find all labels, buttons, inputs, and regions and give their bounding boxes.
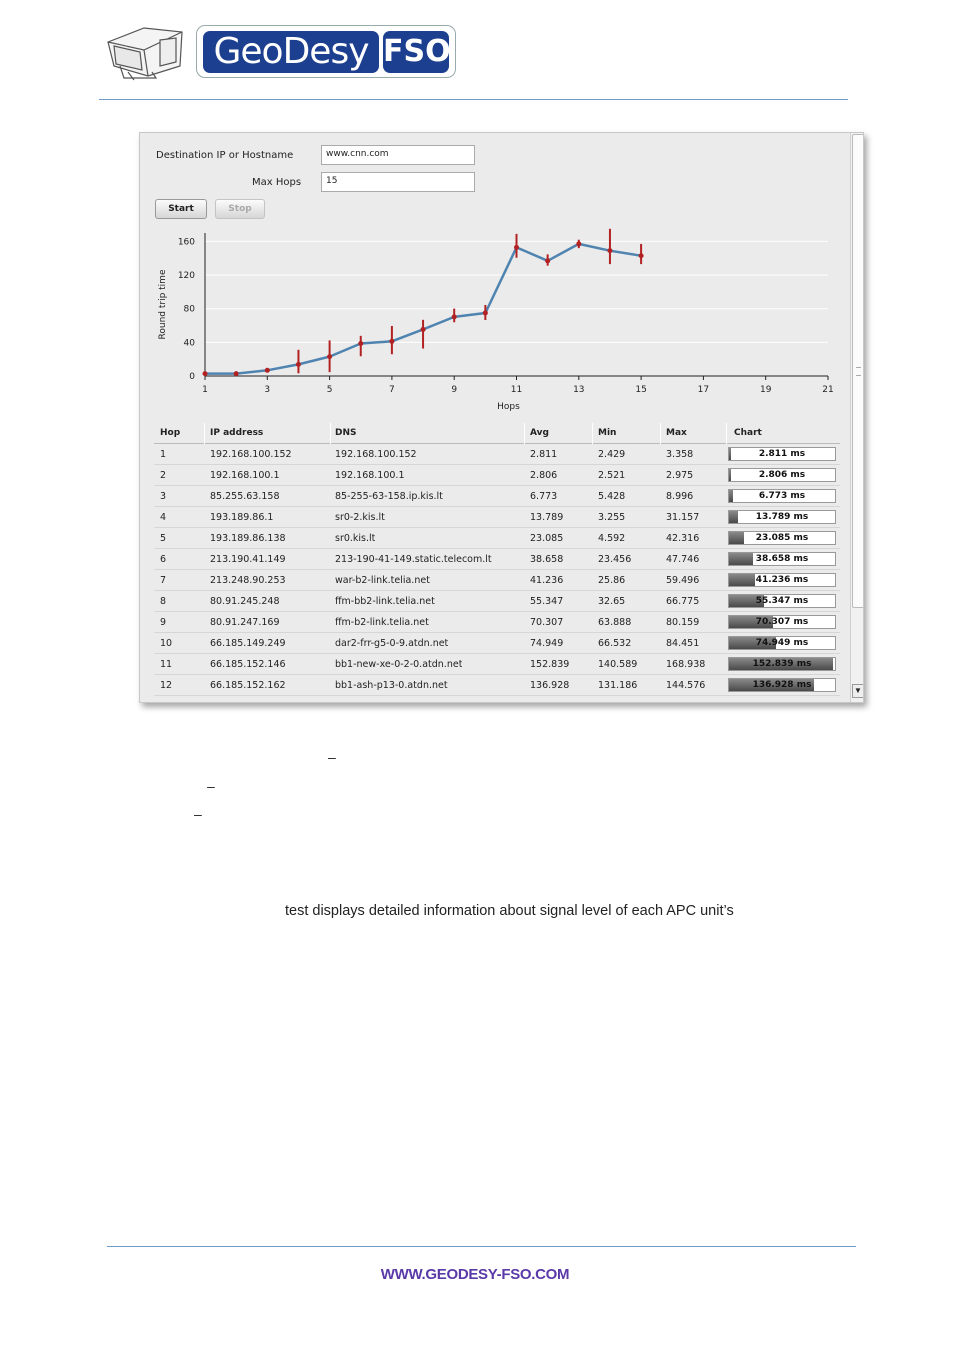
column-header[interactable]: Max <box>666 428 687 438</box>
cell-ip: 80.91.247.169 <box>210 617 280 628</box>
column-header[interactable]: Chart <box>734 428 762 438</box>
avg-point <box>389 339 394 344</box>
cell-max: 42.316 <box>666 533 700 544</box>
column-separator <box>726 423 727 444</box>
cell-min: 23.456 <box>598 554 632 565</box>
cell-min: 63.888 <box>598 617 632 628</box>
column-header[interactable]: Hop <box>160 428 181 438</box>
avg-point <box>514 245 519 250</box>
table-row[interactable] <box>154 675 840 696</box>
table-row[interactable] <box>154 612 840 633</box>
rtt-bar-label: 38.658 ms <box>755 554 809 564</box>
cell-min: 5.428 <box>598 491 626 502</box>
cell-hop: 7 <box>160 575 167 586</box>
cell-ip: 85.255.63.158 <box>210 491 280 502</box>
rtt-bar-label: 6.773 ms <box>758 491 806 501</box>
y-tick-label: 80 <box>183 304 195 315</box>
cell-min: 32.65 <box>598 596 626 607</box>
footer-rule <box>107 1246 856 1247</box>
avg-point <box>576 241 581 246</box>
avg-point <box>483 310 488 315</box>
cell-hop: 3 <box>160 491 167 502</box>
cell-min: 4.592 <box>598 533 626 544</box>
cell-max: 59.496 <box>666 575 700 586</box>
cell-ip: 213.190.41.149 <box>210 554 286 565</box>
cell-hop: 6 <box>160 554 167 565</box>
column-header[interactable]: Avg <box>530 428 549 438</box>
rtt-bar <box>728 594 836 608</box>
y-axis-label: Round trip time <box>158 269 168 340</box>
cell-avg: 152.839 <box>530 659 570 670</box>
cell-min: 25.86 <box>598 575 626 586</box>
cell-max: 2.975 <box>666 470 694 481</box>
cell-max: 80.159 <box>666 617 700 628</box>
cell-hop: 8 <box>160 596 167 607</box>
avg-point <box>452 314 457 319</box>
dash-2: – <box>207 778 215 794</box>
scrollbar-thumb[interactable] <box>852 134 864 608</box>
cell-hop: 12 <box>160 680 173 691</box>
x-tick-label: 9 <box>451 385 458 395</box>
avg-point <box>421 327 426 332</box>
cell-dns: 85-255-63-158.ip.kis.lt <box>335 491 443 502</box>
max-hops-label: Max Hops <box>252 177 302 188</box>
cell-ip: 66.185.152.162 <box>210 680 286 691</box>
grip-icon <box>856 367 861 376</box>
cell-min: 131.186 <box>598 680 638 691</box>
x-tick-label: 21 <box>822 385 834 395</box>
cell-avg: 13.789 <box>530 512 564 523</box>
traceroute-panel <box>139 132 864 703</box>
table-row[interactable] <box>154 654 840 675</box>
cell-hop: 10 <box>160 638 173 649</box>
cell-hop: 11 <box>160 659 173 670</box>
cell-dns: bb1-new-xe-0-2-0.atdn.net <box>335 659 463 670</box>
rtt-bar <box>728 573 836 587</box>
cell-dns: 192.168.100.1 <box>335 470 405 481</box>
table-row[interactable] <box>154 633 840 654</box>
cell-dns: 192.168.100.152 <box>335 449 417 460</box>
cell-min: 2.521 <box>598 470 626 481</box>
column-header[interactable]: IP address <box>210 428 264 438</box>
x-tick-label: 17 <box>697 385 710 395</box>
column-separator <box>592 423 593 444</box>
cell-avg: 136.928 <box>530 680 570 691</box>
cell-hop: 4 <box>160 512 167 523</box>
cell-hop: 2 <box>160 470 167 481</box>
website-link[interactable]: WWW.GEODESY-FSO.COM <box>380 1266 570 1283</box>
rtt-bar <box>728 552 836 566</box>
rtt-bar-label: 23.085 ms <box>755 533 809 543</box>
cell-avg: 38.658 <box>530 554 564 565</box>
y-tick-label: 120 <box>177 271 195 282</box>
cell-max: 31.157 <box>666 512 700 523</box>
start-button[interactable]: Start <box>155 199 207 219</box>
rtt-bar <box>728 447 836 461</box>
table-row[interactable] <box>154 486 840 507</box>
rtt-bar-label: 70.307 ms <box>755 617 809 627</box>
dash-3: – <box>194 806 202 822</box>
cell-dns: 213-190-41-149.static.telecom.lt <box>335 554 492 565</box>
table-row[interactable] <box>154 528 840 549</box>
cell-avg: 2.811 <box>530 449 558 460</box>
avg-point <box>296 362 301 367</box>
cell-min: 140.589 <box>598 659 638 670</box>
cell-avg: 41.236 <box>530 575 564 586</box>
column-separator <box>524 423 525 444</box>
cell-avg: 74.949 <box>530 638 564 649</box>
cell-dns: bb1-ash-p13-0.atdn.net <box>335 680 448 691</box>
rtt-bar-label: 13.789 ms <box>755 512 809 522</box>
rtt-bar <box>728 468 836 482</box>
x-tick-label: 3 <box>264 385 271 395</box>
logo-fso-text: FSO <box>383 31 449 73</box>
cell-dns: dar2-frr-g5-0-9.atdn.net <box>335 638 449 649</box>
cell-max: 144.576 <box>666 680 706 691</box>
avg-point <box>265 368 270 373</box>
rtt-bar <box>728 531 836 545</box>
destination-input[interactable]: www.cnn.com <box>321 145 475 165</box>
rtt-bar <box>728 636 836 650</box>
table-row[interactable] <box>154 549 840 570</box>
column-header[interactable]: Min <box>598 428 617 438</box>
cell-hop: 9 <box>160 617 167 628</box>
rtt-bar <box>728 510 836 524</box>
cell-hop: 5 <box>160 533 167 544</box>
cell-max: 47.746 <box>666 554 700 565</box>
cell-ip: 193.189.86.1 <box>210 512 274 523</box>
y-tick-label: 40 <box>183 338 195 349</box>
rtt-bar <box>728 678 836 692</box>
cell-ip: 66.185.152.146 <box>210 659 286 670</box>
x-axis-label: Hops <box>497 402 520 412</box>
avg-point <box>545 258 550 263</box>
avg-point <box>639 253 644 258</box>
max-hops-input[interactable]: 15 <box>321 172 475 192</box>
cell-ip: 80.91.245.248 <box>210 596 280 607</box>
body-paragraph: test displays detailed information about signal level of each APC unit’s <box>285 903 734 919</box>
x-tick-label: 13 <box>573 385 585 395</box>
cell-max: 66.775 <box>666 596 700 607</box>
rtt-bar-label: 2.806 ms <box>758 470 806 480</box>
rtt-bar-label: 55.347 ms <box>755 596 809 606</box>
cell-ip: 66.185.149.249 <box>210 638 286 649</box>
avg-point <box>327 354 332 359</box>
rtt-bar-label: 2.811 ms <box>758 449 806 459</box>
rtt-bar-label: 74.949 ms <box>755 638 809 648</box>
vertical-scrollbar[interactable] <box>850 133 864 703</box>
y-tick-label: 160 <box>177 237 195 248</box>
destination-label: Destination IP or Hostname <box>156 150 294 161</box>
cell-dns: sr0.kis.lt <box>335 533 376 544</box>
scroll-down-arrow-icon[interactable]: ▼ <box>852 684 864 698</box>
table-row[interactable] <box>154 465 840 486</box>
cell-min: 3.255 <box>598 512 626 523</box>
cell-dns: ffm-b2-link.telia.net <box>335 617 429 628</box>
rtt-chart <box>150 228 845 418</box>
cell-dns: war-b2-link.telia.net <box>335 575 430 586</box>
x-tick-label: 19 <box>759 385 772 395</box>
cell-avg: 70.307 <box>530 617 564 628</box>
rtt-bar <box>728 615 836 629</box>
cell-max: 3.358 <box>666 449 694 460</box>
cell-ip: 213.248.90.253 <box>210 575 286 586</box>
rtt-bar <box>728 489 836 503</box>
cell-avg: 23.085 <box>530 533 564 544</box>
x-tick-label: 1 <box>202 385 208 395</box>
cell-avg: 6.773 <box>530 491 558 502</box>
cell-max: 168.938 <box>666 659 706 670</box>
avg-point <box>234 371 239 376</box>
x-tick-label: 5 <box>326 385 333 395</box>
table-header-row <box>154 423 840 444</box>
geodesy-fso-logo <box>196 25 456 78</box>
x-tick-label: 11 <box>510 385 523 395</box>
table-row[interactable] <box>154 591 840 612</box>
cell-max: 8.996 <box>666 491 694 502</box>
logo-geodesy-text: GeoDesy <box>203 31 379 73</box>
cell-min: 66.532 <box>598 638 632 649</box>
rtt-bar-label: 41.236 ms <box>755 575 809 585</box>
avg-point <box>607 248 612 253</box>
x-tick-label: 7 <box>389 385 395 395</box>
x-tick-label: 15 <box>635 385 647 395</box>
header-rule <box>99 99 848 100</box>
cell-ip: 193.189.86.138 <box>210 533 286 544</box>
column-header[interactable]: DNS <box>335 428 357 438</box>
column-separator <box>660 423 661 444</box>
table-row[interactable] <box>154 507 840 528</box>
table-row[interactable] <box>154 570 840 591</box>
table-row[interactable] <box>154 444 840 465</box>
cell-dns: sr0-2.kis.lt <box>335 512 385 523</box>
cell-hop: 1 <box>160 449 167 460</box>
y-tick-label: 0 <box>189 372 195 382</box>
stop-button[interactable]: Stop <box>215 199 265 219</box>
rtt-bar-label: 136.928 ms <box>752 680 812 690</box>
camera-logo-icon <box>104 22 186 82</box>
dash-1: – <box>328 749 336 765</box>
cell-min: 2.429 <box>598 449 626 460</box>
cell-max: 84.451 <box>666 638 700 649</box>
column-separator <box>204 423 205 444</box>
avg-point <box>203 371 208 376</box>
cell-dns: ffm-bb2-link.telia.net <box>335 596 435 607</box>
cell-avg: 55.347 <box>530 596 564 607</box>
cell-ip: 192.168.100.1 <box>210 470 280 481</box>
avg-point <box>358 341 363 346</box>
rtt-bar-label: 152.839 ms <box>752 659 812 669</box>
rtt-bar <box>728 657 836 671</box>
column-separator <box>330 423 331 444</box>
cell-ip: 192.168.100.152 <box>210 449 292 460</box>
cell-avg: 2.806 <box>530 470 558 481</box>
